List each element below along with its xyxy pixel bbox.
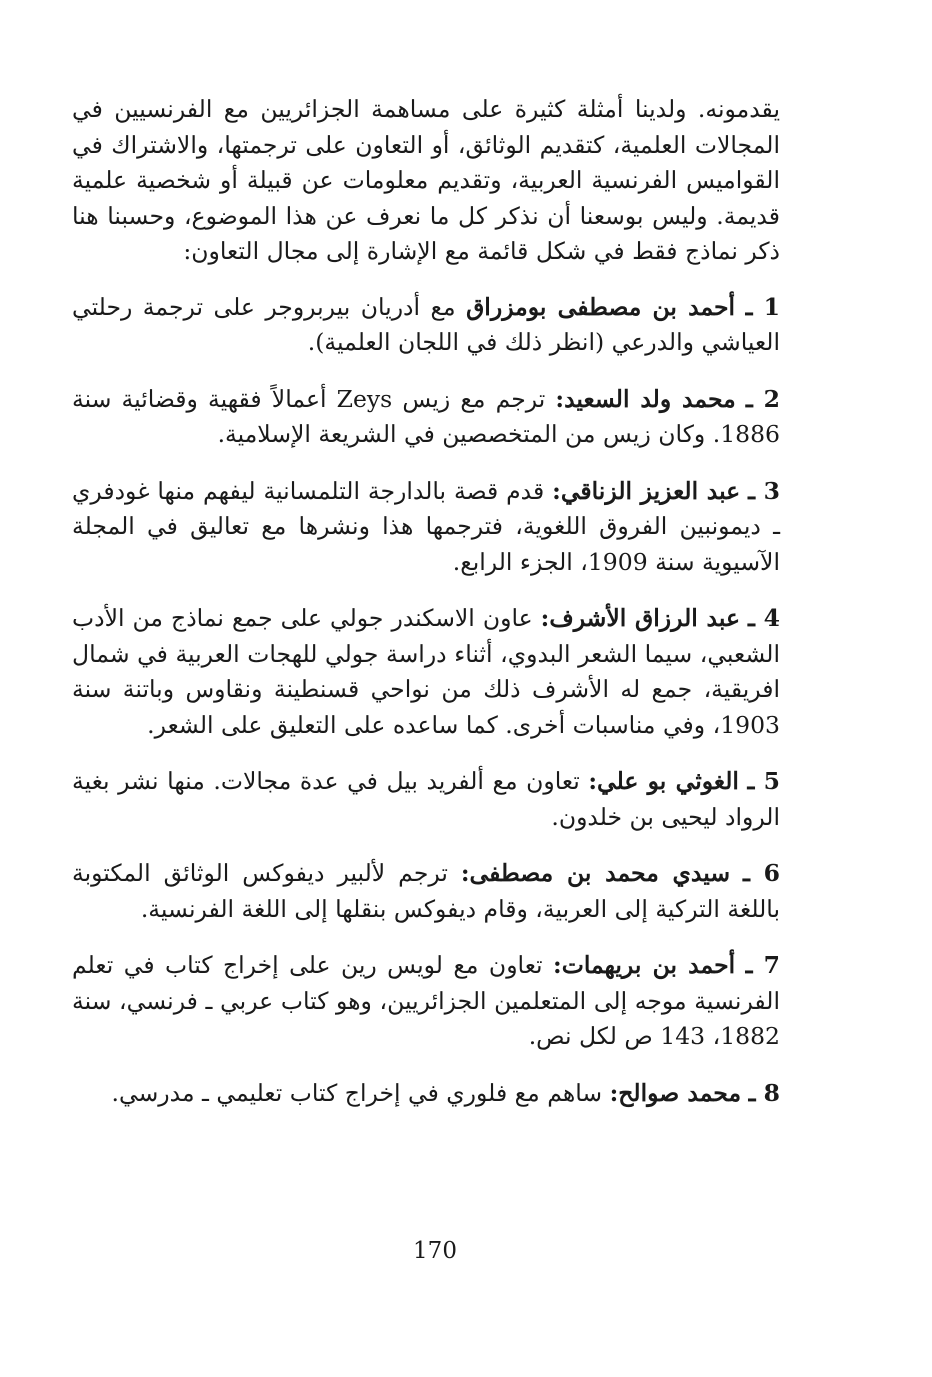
list-item [72,382,780,453]
item-number: 1 ـ [745,292,780,321]
list-item [72,948,780,1055]
item-text: ترجم لألبير ديفوكس الوثائق المكتوبة باللغة التركية إلى العربية، وقام ديفوكس بنقلها إلى اللغة الفرنسية. [72,859,780,923]
page-number: 170 [413,1238,457,1264]
item-text: عاون الاسكندر جولي على جمع نماذج من الأدب الشعبي، سيما الشعر البدوي، أثناء دراسة جولي للهجات العربية في شمال افريقية، جمع له الأشرف ذلك من نواحي قسنطينة ونقاوس وباتنة سنة 1903، وفي مناسبات أخرى. كما ساعده على التعليق على الشعر. [72,604,780,739]
item-name: محمد صوالح: [609,1078,742,1107]
item-text: تعاون مع ألفريد بيل في عدة مجالات. منها نشر بغية الرواد ليحيى بن خلدون. [72,767,780,831]
item-number: 5 ـ [747,767,780,795]
list-item [72,601,780,743]
item-number: 3 ـ [748,476,780,505]
item-text: قدم قصة بالدارجة التلمسانية ليفهم منها غودفري ـ ديمونبين الفروق اللغوية، فترجمها هذا ونشرها مع تعاليق في المجلة الآسيوية سنة 1909، الجزء الرابع. [72,476,780,576]
list-item [72,1076,780,1112]
item-name: أحمد بن بريهمات: [553,951,736,979]
item-name: سيدي محمد بن مصطفى: [460,859,731,887]
item-number: 6 ـ [743,859,780,887]
item-number: 2 ـ [745,384,780,413]
item-number: 4 ـ [748,604,780,632]
item-text: مع أدريان بيربروجر على ترجمة رحلتي العياشي والدرعي (انظر ذلك في اللجان العلمية). [72,292,780,356]
item-text: ترجم مع زيس Zeys أعمالاً فقهية وقضائية سنة 1886. وكان زيس من المتخصصين في الشريعة الإسلامية. [72,384,780,448]
item-name: عبد الرزاق الأشرف: [540,604,740,632]
item-text: تعاون مع لويس رين على إخراج كتاب في تعلم الفرنسية موجه إلى المتعلمين الجزائريين، وهو كتاب عربي ـ فرنسي، سنة 1882، 143 ص لكل نص. [72,951,780,1050]
item-number: 7 ـ [745,951,780,979]
item-name: عبد العزيز الزناقي: [552,476,741,505]
intro-paragraph: يقدمونه. ولدينا أمثلة كثيرة على مساهمة الجزائريين مع الفرنسيين في المجالات العلمية، كتقديم الوثائق، أو التعاون على ترجمتها، والاشتراك في القواميس الفرنسية العربية، وتقديم معلومات عن قبيلة أو شخصية علمية قديمة. وليس بوسعنا أن نذكر كل ما نعرف عن هذا الموضوع، وحسبنا هنا ذكر نماذج فقط في شكل قائمة مع الإشارة إلى مجال التعاون: [72,95,780,265]
item-name: محمد ولد السعيد: [555,384,736,413]
item-number: 8 ـ [748,1078,780,1107]
item-name: أحمد بن مصطفى بومزراق [466,292,736,321]
item-name: الغوثي بو علي: [588,767,739,795]
list-item [72,290,780,361]
list-item [72,474,780,581]
list-item [72,856,780,927]
item-text: ساهم مع فلوري في إخراج كتاب تعليمي ـ مدرسي. [111,1078,610,1107]
page-body [72,92,780,1132]
list-item [72,764,780,835]
